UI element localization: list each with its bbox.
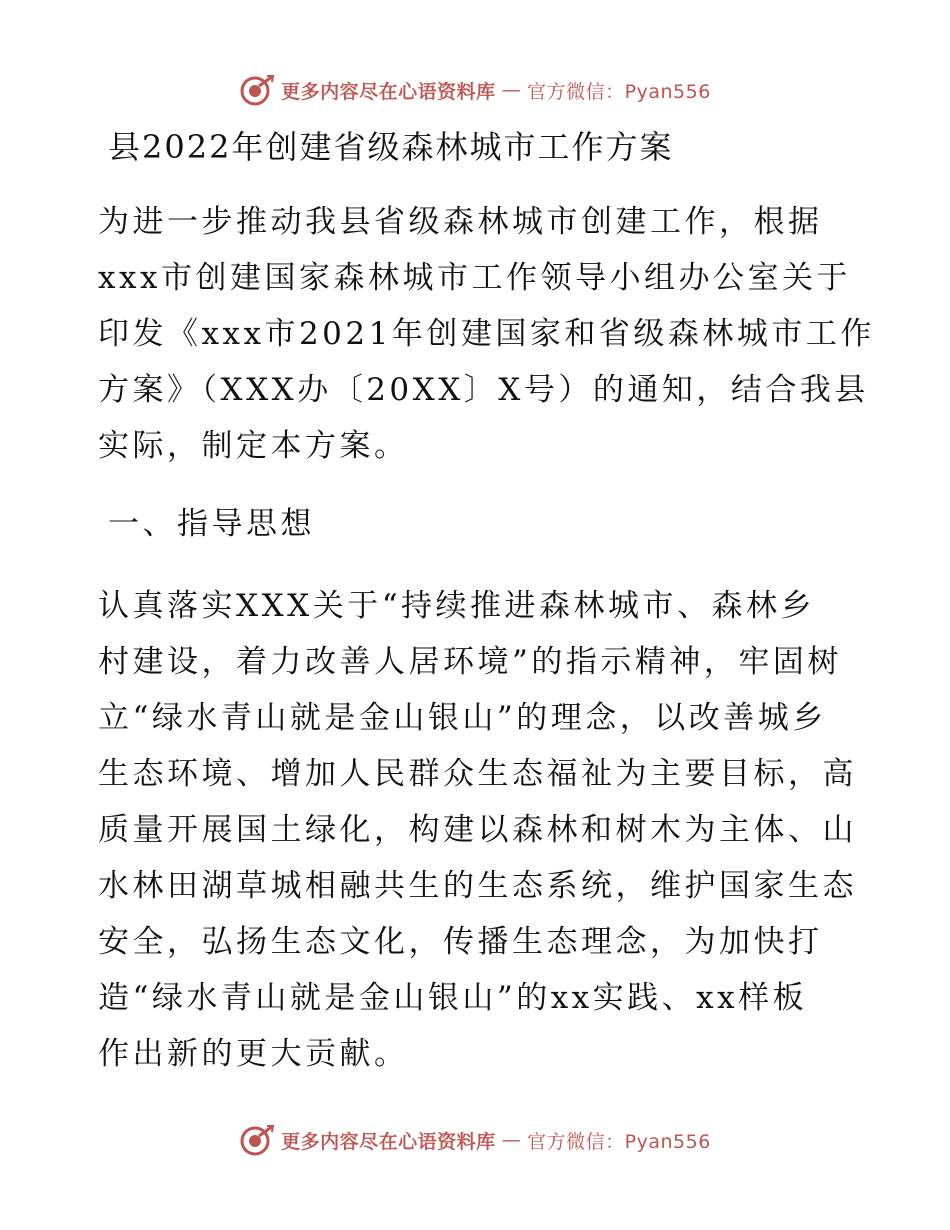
- paragraph-line: 实际，制定本方案。: [98, 428, 409, 464]
- paragraph-line: 印发《xxx市2021年创建国家和省级森林城市工作: [98, 316, 875, 352]
- paragraph-line: 作出新的更大贡献。: [98, 1036, 409, 1072]
- watermark-text: 更多内容尽在心语资料库: [281, 80, 496, 103]
- paragraph-line: 质量开展国土绿化，构建以森林和树木为主体、山: [98, 812, 857, 848]
- paragraph-guiding-ideology: [98, 578, 858, 1082]
- paragraph-intro: [98, 194, 875, 474]
- watermark-header: [0, 74, 950, 106]
- brand-logo-icon: [239, 74, 275, 106]
- paragraph-line: 立“绿水青山就是金山银山”的理念，以改善城乡: [98, 700, 827, 736]
- paragraph-line: 村建设，着力改善人居环境”的指示精神，牢固树: [98, 644, 842, 680]
- watermark-text: 更多内容尽在心语资料库: [281, 1130, 496, 1153]
- paragraph-line: 安全，弘扬生态文化，传播生态理念，为加快打: [98, 924, 823, 960]
- document-title: 县2022年创建省级森林城市工作方案: [108, 128, 674, 166]
- watermark-contact: 官方微信：Pyan556: [527, 80, 711, 103]
- heading-text: 一、指导思想: [108, 506, 315, 542]
- paragraph-line: 生态环境、增加人民群众生态福祉为主要目标，高: [98, 756, 857, 792]
- paragraph-line: 水林田湖草城相融共生的生态系统，维护国家生态: [98, 868, 857, 904]
- watermark-footer: [0, 1124, 950, 1156]
- watermark-separator: —: [501, 79, 522, 101]
- paragraph-line: 方案》（XXX办〔20XX〕X号）的通知，结合我县: [98, 372, 869, 408]
- section-heading: [108, 496, 868, 552]
- brand-logo-icon: [239, 1124, 275, 1156]
- watermark-contact: 官方微信：Pyan556: [527, 1130, 711, 1153]
- paragraph-line: 造“绿水青山就是金山银山”的xx实践、xx样板: [98, 980, 808, 1016]
- watermark-separator: —: [501, 1129, 522, 1151]
- paragraph-line: 认真落实XXX关于“持续推进森林城市、森林乡: [98, 588, 816, 624]
- paragraph-line: 为进一步推动我县省级森林城市创建工作，根据: [98, 204, 823, 240]
- paragraph-line: xxx市创建国家森林城市工作领导小组办公室关于: [98, 260, 851, 296]
